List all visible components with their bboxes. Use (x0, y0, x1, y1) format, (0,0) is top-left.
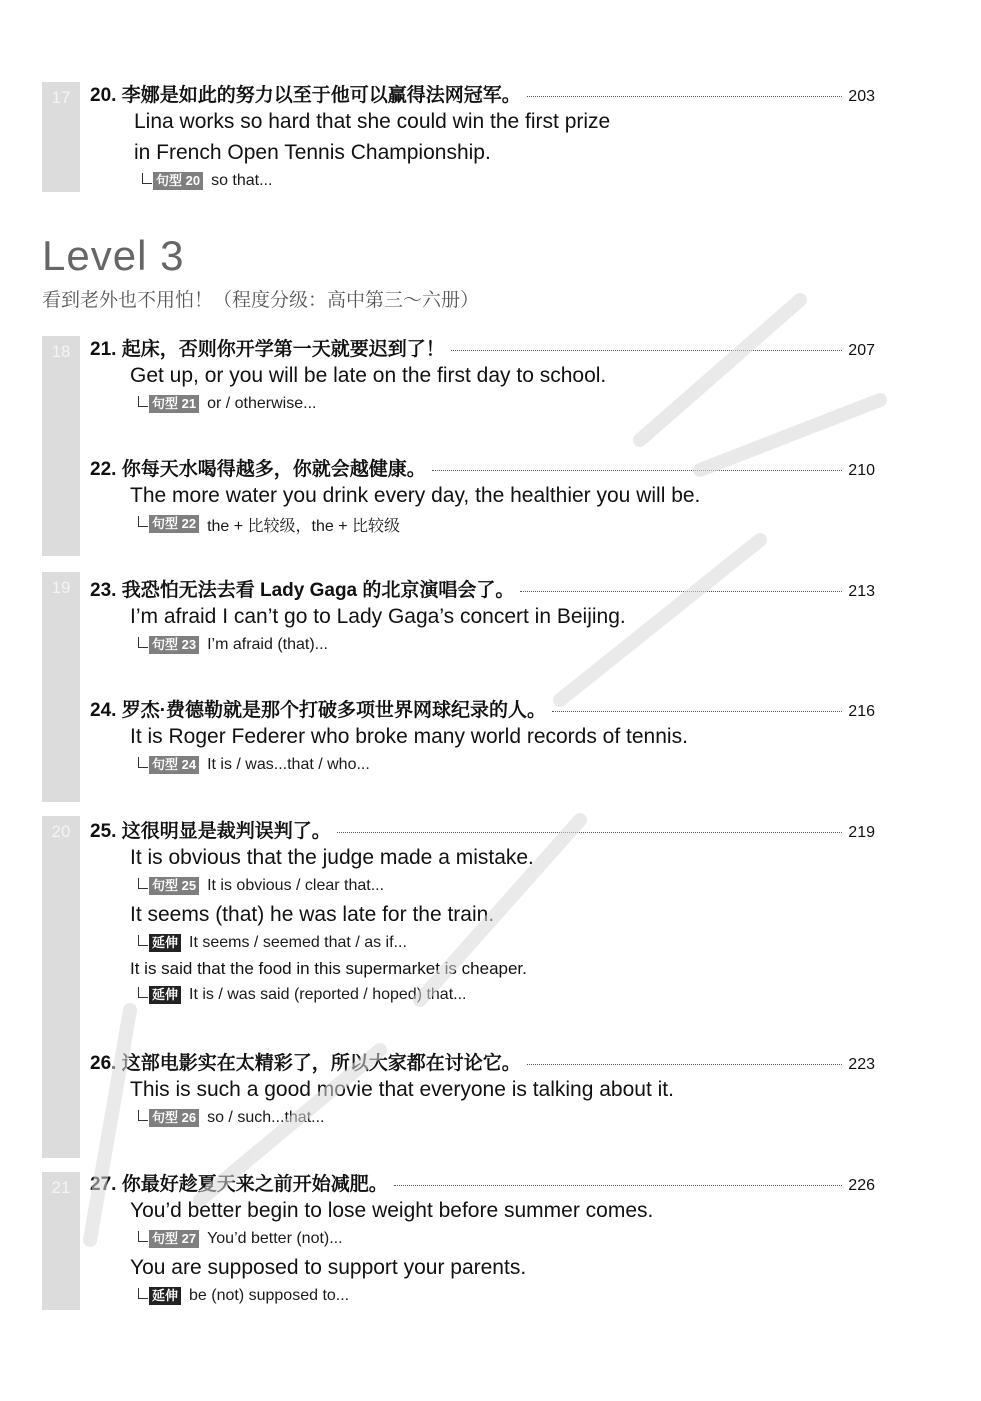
pattern-label: 句型 22 (149, 515, 199, 533)
leader-dots (394, 1185, 843, 1186)
entry-27 (90, 1169, 875, 1309)
answer-line: in French Open Tennis Championship. (134, 141, 491, 164)
extension-label: 延伸 (149, 1287, 181, 1305)
pattern-tag (138, 632, 875, 658)
extension-line: You are supposed to support your parents. (130, 1256, 527, 1279)
leader-dots (520, 591, 842, 592)
leader-dots (432, 470, 843, 471)
question-text: 27. 你最好趁夏天来之前开始减肥。 (90, 1174, 388, 1195)
pattern-label: 句型 23 (149, 636, 199, 654)
pattern-label: 句型 27 (149, 1230, 199, 1248)
pattern-text: so / such...that... (207, 1109, 325, 1126)
answer-line: Lina works so hard that she could win the first prize (134, 110, 611, 133)
section-tab-21 (42, 1172, 80, 1310)
answer-line: This is such a good movie that everyone is talking about it. (130, 1078, 674, 1101)
hook-icon (138, 878, 148, 889)
leader-dots (527, 96, 843, 97)
entry-20 (90, 80, 875, 194)
page-number: 213 (848, 583, 875, 600)
section-tab-18 (42, 336, 80, 556)
pattern-label: 句型 26 (149, 1109, 199, 1127)
question-line (90, 334, 875, 360)
page-number: 223 (848, 1056, 875, 1073)
answer-line: It is obvious that the judge made a mistake. (130, 846, 534, 869)
section-tab-20 (42, 816, 80, 1158)
question-text: 24. 罗杰·费德勒就是那个打破多项世界网球纪录的人。 (90, 700, 547, 721)
answer-line: Get up, or you will be late on the first day to school. (130, 364, 607, 387)
pattern-label: 句型 20 (153, 172, 203, 190)
pattern-text: It is obvious / clear that... (207, 877, 385, 894)
leader-dots (337, 832, 843, 833)
extension-tag (138, 930, 875, 956)
entry-23 (90, 575, 875, 658)
section-number: 17 (51, 88, 71, 107)
leader-dots (451, 350, 843, 351)
question-text: 20. 李娜是如此的努力以至于他可以赢得法网冠军。 (90, 85, 521, 106)
extension-text: It seems / seemed that / as if... (189, 934, 407, 951)
pattern-tag (138, 511, 875, 537)
pattern-tag (138, 1226, 875, 1252)
pattern-text: It is / was...that / who... (207, 756, 370, 773)
extension-tag (138, 1283, 875, 1309)
question-text: 22. 你每天水喝得越多，你就会越健康。 (90, 459, 426, 480)
question-line (90, 816, 875, 842)
page-number: 216 (848, 703, 875, 720)
entry-22 (90, 454, 875, 537)
question-line (90, 454, 875, 480)
entry-25 (90, 816, 875, 1008)
hook-icon (138, 1231, 148, 1242)
pattern-text: so that... (211, 172, 273, 189)
extension-label: 延伸 (149, 986, 181, 1004)
pattern-text: I’m afraid (that)... (207, 636, 328, 653)
page-number: 210 (848, 462, 875, 479)
answer-line: It is Roger Federer who broke many world records of tennis. (130, 725, 688, 748)
question-text: 25. 这很明显是裁判误判了。 (90, 821, 331, 842)
answer-line: I’m afraid I can’t go to Lady Gaga’s concert in Beijing. (130, 605, 626, 628)
answer-line: The more water you drink every day, the healthier you will be. (130, 484, 701, 507)
entry-21 (90, 334, 875, 417)
question-line (90, 695, 875, 721)
extension-line: It seems (that) he was late for the train. (130, 903, 495, 926)
extension-text: It is / was said (reported / hoped) that... (189, 986, 467, 1003)
leader-dots (527, 1064, 843, 1065)
extension-label: 延伸 (149, 934, 181, 952)
question-line (90, 80, 875, 106)
pattern-label: 句型 24 (149, 756, 199, 774)
extension-text: be (not) supposed to... (189, 1287, 350, 1304)
section-number: 20 (51, 822, 71, 841)
pattern-text: You’d better (not)... (207, 1230, 343, 1247)
hook-icon (138, 987, 148, 998)
leader-dots (552, 711, 842, 712)
pattern-label: 句型 21 (149, 395, 199, 413)
question-text: 26. 这部电影实在太精彩了，所以大家都在讨论它。 (90, 1053, 521, 1074)
pattern-label: 句型 25 (149, 877, 199, 895)
hook-icon (138, 637, 148, 648)
page-number: 219 (848, 824, 875, 841)
extension-tag (138, 982, 875, 1008)
section-tab-19 (42, 572, 80, 802)
section-tab-17 (42, 82, 80, 192)
hook-icon (138, 516, 148, 527)
extension-line: It is said that the food in this supermarket is cheaper. (130, 959, 527, 978)
pattern-tag (138, 752, 875, 778)
section-number: 18 (51, 342, 71, 361)
hook-icon (138, 757, 148, 768)
section-number: 19 (51, 578, 71, 597)
hook-icon (142, 173, 152, 184)
entry-26 (90, 1048, 875, 1131)
pattern-tag (138, 391, 875, 417)
question-line (90, 1048, 875, 1074)
level-subtitle: 看到老外也不用怕！（程度分级：高中第三～六册） (42, 290, 480, 311)
section-number: 21 (51, 1178, 71, 1197)
hook-icon (138, 1288, 148, 1299)
pattern-tag (138, 1105, 875, 1131)
hook-icon (138, 396, 148, 407)
pattern-tag (142, 168, 875, 194)
hook-icon (138, 935, 148, 946)
page-number: 203 (848, 88, 875, 105)
question-text: 21. 起床，否则你开学第一天就要迟到了！ (90, 339, 445, 360)
page-number: 207 (848, 342, 875, 359)
pattern-text: the + 比较级，the + 比较级 (207, 517, 401, 535)
question-text: 23. 我恐怕无法去看 Lady Gaga 的北京演唱会了。 (90, 580, 515, 601)
answer-line: You’d better begin to lose weight before summer comes. (130, 1199, 654, 1222)
entry-24 (90, 695, 875, 778)
pattern-tag (138, 873, 875, 899)
question-line (90, 575, 875, 601)
level-title: Level 3 (42, 232, 185, 279)
question-line (90, 1169, 875, 1195)
pattern-text: or / otherwise... (207, 395, 317, 412)
page-number: 226 (848, 1177, 875, 1194)
hook-icon (138, 1110, 148, 1121)
